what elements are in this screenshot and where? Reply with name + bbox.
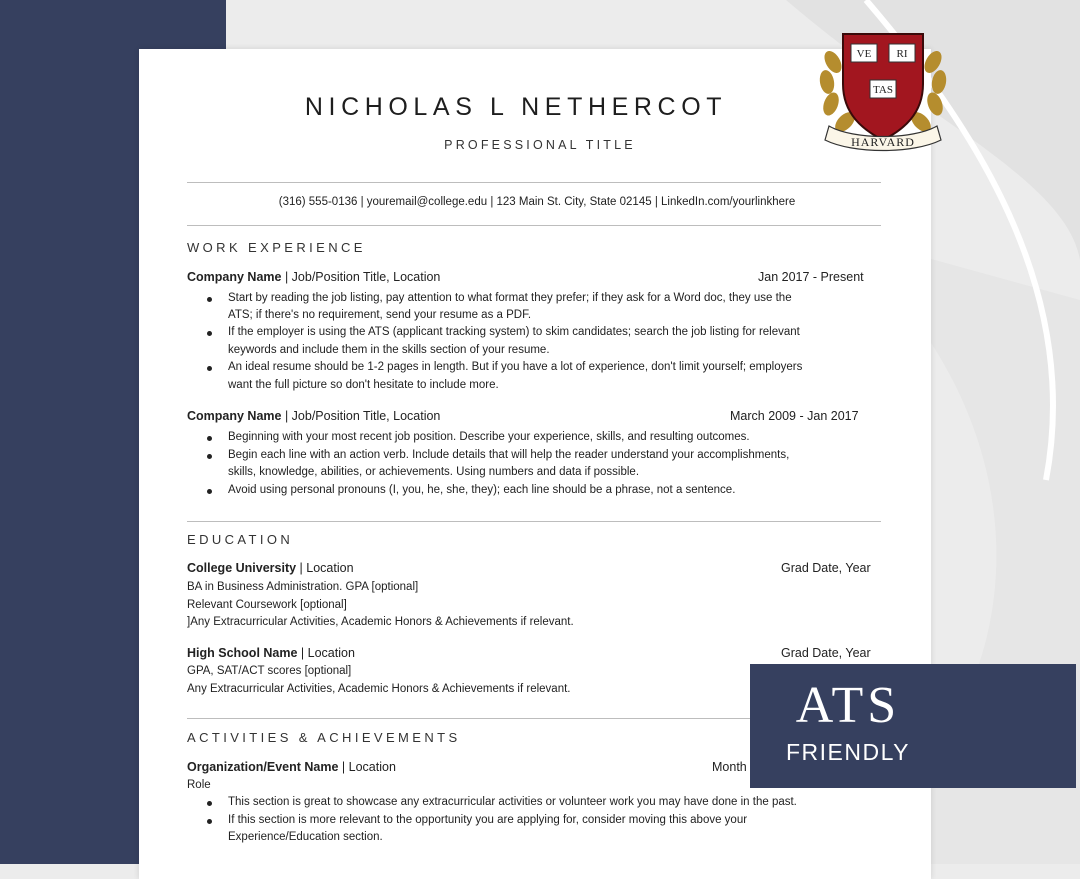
bullet-text: keywords and include them in the skills section of your resume. [228,344,550,356]
divider [187,521,881,522]
divider [187,225,881,226]
crest-motto-ri: RI [896,48,908,60]
crest-banner-text: HARVARD [851,135,915,149]
bullet-text: Avoid using personal pronouns (I, you, he, she, they); each line should be a phrase, not a sentence. [228,484,736,496]
bullet-dot [207,297,212,302]
bullet-text: want the full picture so don't hesitate to include more. [228,379,499,391]
bullet-text: If this section is more relevant to the opportunity you are applying for, consider moving this above your [228,814,748,826]
bullet-text: Start by reading the job listing, pay attention to what format they prefer; if they ask for a Word doc, they use the [228,292,792,304]
activity-date: Month [712,760,747,774]
education-line: Any Extracurricular Activities, Academic Honors & Achievements if relevant. [187,683,571,695]
bullet-dot [207,819,212,824]
activity-role: Role [187,779,211,791]
bullet-text: skills, knowledge, abilities, or achievements. Using numbers and data if possible. [228,466,640,478]
ats-label: ATS [795,677,901,734]
school-detail: | Location [297,646,355,660]
bullet-dot [207,366,212,371]
bullet-dot [207,436,212,441]
school-header [187,561,354,575]
contact-line: (316) 555-0136 | youremail@college.edu | 123 Main St. City, State 02145 | LinkedIn.com/yourlinkhere [278,196,796,208]
bullet-text: Begin each line with an action verb. Include details that will help the reader understand your accomplishments, [228,449,790,461]
job-header [187,270,440,284]
education-line: BA in Business Administration. GPA [optional] [187,581,419,593]
bullet-dot [207,331,212,336]
school-header [187,646,355,660]
friendly-label: FRIENDLY [785,739,911,765]
bullet-dot [207,489,212,494]
bullet-text: Experience/Education section. [228,831,383,843]
activity-header [187,760,396,774]
grad-date: Grad Date, Year [781,646,871,660]
education-line: ]Any Extracurricular Activities, Academic Honors & Achievements if relevant. [187,616,574,628]
bullet-text: Beginning with your most recent job position. Describe your experience, skills, and resulting outcomes. [228,431,750,443]
company-name: Company Name [187,409,282,423]
bullet-dot [207,454,212,459]
education-line: GPA, SAT/ACT scores [optional] [187,665,352,677]
crest-motto-ve: VE [856,48,872,60]
bullet-text: ATS; if there's no requirement, send your resume as a PDF. [228,309,532,321]
bullet-text: An ideal resume should be 1-2 pages in length. But if you have a lot of experience, don't limit yourself; employers [228,361,803,373]
education-line: Relevant Coursework [optional] [187,599,347,611]
school-detail: | Location [296,561,354,575]
section-heading-work: WORK EXPERIENCE [187,240,366,255]
grad-date: Grad Date, Year [781,561,871,575]
crest-motto-tas: TAS [873,84,893,96]
organization-name: Organization/Event Name [187,760,339,774]
ats-friendly-badge [750,664,1076,788]
job-dates: Jan 2017 - Present [758,270,864,284]
job-detail: | Job/Position Title, Location [281,409,441,423]
company-name: Company Name [187,270,282,284]
bullet-text: This section is great to showcase any extracurricular activities or volunteer work you may have done in the past. [228,796,797,808]
professional-title: PROFESSIONAL TITLE [444,138,636,152]
school-name: College University [187,561,297,575]
job-dates: March 2009 - Jan 2017 [730,409,859,423]
divider [187,182,881,183]
job-header [187,409,440,423]
harvard-crest-logo [813,22,953,158]
candidate-name: NICHOLAS L NETHERCOT [304,93,728,121]
bullet-text: If the employer is using the ATS (applicant tracking system) to skim candidates; search the job listing for relevant [228,326,800,338]
bullet-dot [207,801,212,806]
job-detail: | Job/Position Title, Location [281,270,441,284]
section-heading-education: EDUCATION [187,532,294,547]
section-heading-activities: ACTIVITIES & ACHIEVEMENTS [187,730,461,745]
activity-detail: | Location [338,760,396,774]
school-name: High School Name [187,646,298,660]
